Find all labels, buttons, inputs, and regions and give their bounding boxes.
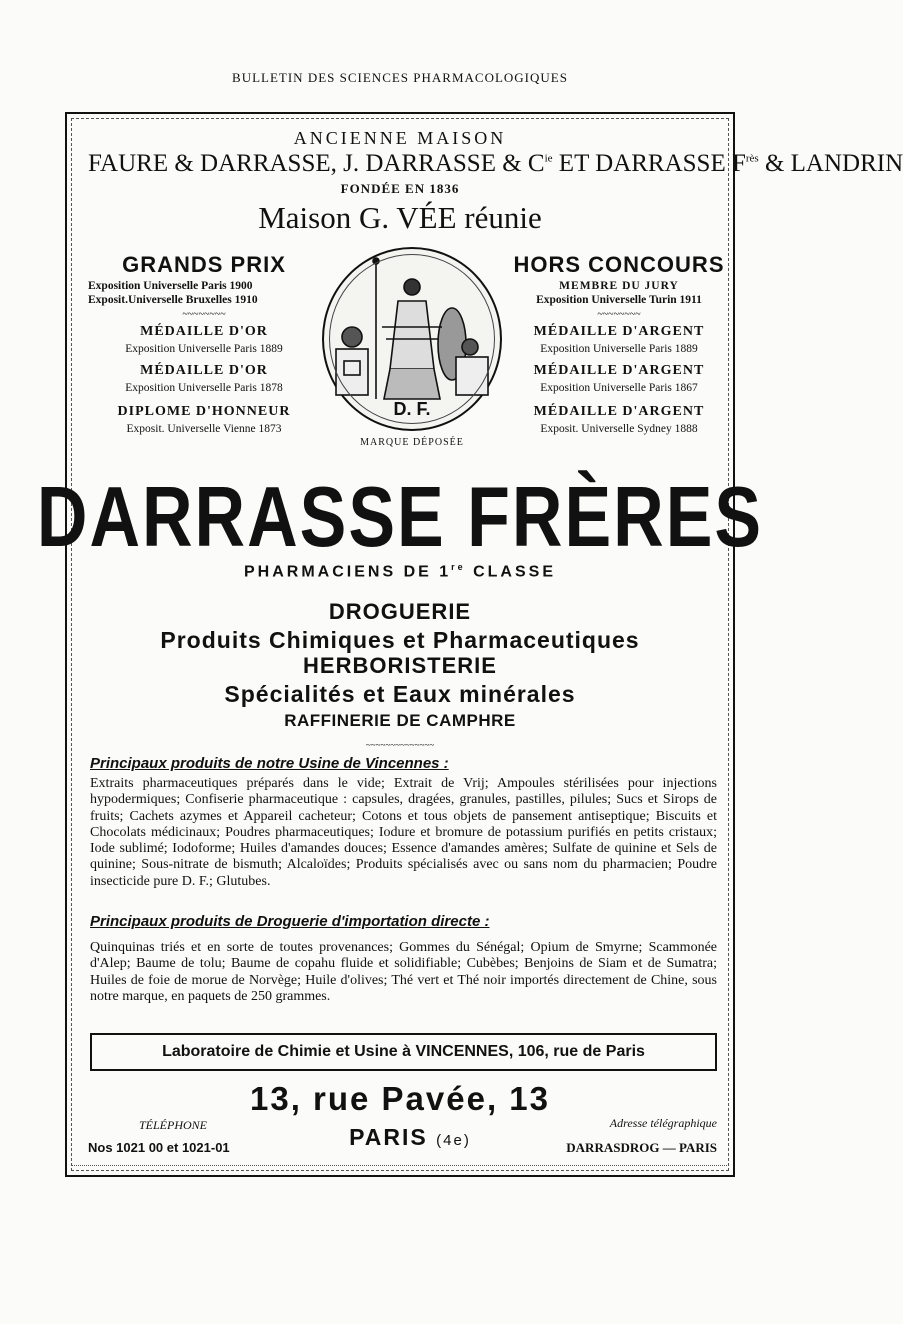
right-award-3-name: MÉDAILLE D'ARGENT bbox=[533, 404, 705, 419]
telephone-label: TÉLÉPHONE bbox=[138, 1118, 207, 1132]
right-line-1: MEMBRE DU JURY bbox=[559, 280, 679, 292]
firms-part-3: & LANDRIN bbox=[758, 150, 903, 177]
herboristerie-heading: HERBORISTERIE bbox=[303, 653, 497, 678]
founded-line: FONDÉE EN 1836 bbox=[340, 181, 460, 196]
raffinerie-heading: RAFFINERIE DE CAMPHRE bbox=[284, 711, 516, 730]
city-name: PARIS bbox=[349, 1124, 437, 1150]
right-award-1-name: MÉDAILLE D'ARGENT bbox=[533, 324, 705, 339]
right-award-2-detail: Exposition Universelle Paris 1867 bbox=[540, 382, 698, 394]
city-arrondissement: (4e) bbox=[436, 1132, 471, 1149]
left-award-1-name: MÉDAILLE D'OR bbox=[140, 324, 268, 339]
left-award-2-name: MÉDAILLE D'OR bbox=[140, 363, 268, 378]
ornament-wave: ~~~~~~~~~~~~~~ bbox=[365, 740, 435, 750]
company-name: DARRASSE FRÈRES bbox=[36, 469, 764, 565]
grands-prix-title: GRANDS PRIX bbox=[122, 252, 286, 277]
maison-vee-title: Maison G. VÉE réunie bbox=[258, 200, 542, 235]
produits-heading: Produits Chimiques et Pharmaceutiques bbox=[160, 627, 640, 653]
pharmaciens-line bbox=[0, 562, 800, 581]
droguerie-heading: DROGUERIE bbox=[328, 599, 472, 624]
trademark-label: MARQUE DÉPOSÉE bbox=[360, 437, 464, 448]
left-award-1-detail: Exposition Universelle Paris 1889 bbox=[125, 343, 283, 355]
right-line-2: Exposition Universelle Turin 1911 bbox=[536, 294, 702, 306]
section-2-title: Principaux produits de Droguerie d'importation directe : bbox=[90, 913, 490, 930]
pharmaciens-text: PHARMACIENS DE 1 bbox=[244, 563, 452, 581]
left-award-2-detail: Exposition Universelle Paris 1878 bbox=[125, 382, 283, 394]
left-line-1: Exposition Universelle Paris 1900 bbox=[88, 280, 253, 292]
section-1-title: Principaux produits de notre Usine de Vincennes : bbox=[90, 755, 449, 772]
specialites-heading: Spécialités et Eaux minérales bbox=[224, 681, 576, 707]
firms-sup-2: rès bbox=[745, 152, 759, 165]
section-1-text: Extraits pharmaceutiques préparés dans le vide; Extrait de Vrij; Ampoules stérilisées pour injections hypodermiques; Confiserie pharmaceutique : capsules, dragées, granules, pastilles, pilules; Sucs et Sirops de fruits; Cachets azymes et Appareil cacheteur; Cotons et tous objets de pansement antiseptique; Biscuits et Chocolats médicinaux; Poudres pharmaceutiques; Iodure et bromure de potassium purifiés en petits cristaux; Iode sublimé; Iodoforme; Huiles d'amandes douces; Essence d'amandes amères; Sulfate de quinine et Sels de quinine; Sous-nitrate de bismuth; Alcaloïdes; Produits spécialisés avec ou sans nom du pharmacien; Poudre insecticide pure D. F.; Glutubes. bbox=[90, 776, 717, 889]
section-2-text: Quinquinas triés et en sorte de toutes provenances; Gommes du Sénégal; Opium de Smyrne; Scammonée d'Alep; Baume de tolu; Baume de copahu fluide et solidifiable; Cubèbes; Benjoins de Siam et de Sumatra; Huiles de foie de morue de Norvège; Huile d'olives; Thé vert et Thé noir importés directement de Chine, sous notre marque, en paquets de 250 grammes. bbox=[90, 940, 717, 1004]
left-award-3-name: DIPLOME D'HONNEUR bbox=[117, 404, 291, 419]
city-line bbox=[320, 1124, 500, 1151]
telegraph-label: Adresse télégraphique bbox=[609, 1116, 717, 1130]
firms-part-2: ET DARRASSE F bbox=[552, 150, 746, 177]
left-line-2: Exposit.Universelle Bruxelles 1910 bbox=[88, 294, 258, 306]
laboratoire-box: Laboratoire de Chimie et Usine à VINCENNES, 106, rue de Paris bbox=[90, 1033, 717, 1071]
telephone-numbers: Nos 1021 00 et 1021-01 bbox=[88, 1140, 230, 1155]
ancienne-maison: ANCIENNE MAISON bbox=[293, 128, 507, 148]
right-separator: ~~~~~~~~ bbox=[597, 309, 641, 320]
right-award-1-detail: Exposition Universelle Paris 1889 bbox=[540, 343, 698, 355]
hors-concours-title: HORS CONCOURS bbox=[513, 252, 725, 277]
medallion-inner-ring bbox=[329, 254, 495, 424]
running-head: BULLETIN DES SCIENCES PHARMACOLOGIQUES bbox=[232, 70, 568, 85]
firms-part-1: FAURE & DARRASSE, J. DARRASSE & C bbox=[88, 150, 545, 177]
right-award-3-detail: Exposit. Universelle Sydney 1888 bbox=[540, 423, 698, 435]
left-award-3-detail: Exposit. Universelle Vienne 1873 bbox=[126, 423, 282, 435]
left-separator: ~~~~~~~~ bbox=[182, 309, 226, 320]
emblem-initials: D. F. bbox=[393, 399, 431, 419]
firms-sup-1: ie bbox=[544, 152, 553, 165]
right-award-2-name: MÉDAILLE D'ARGENT bbox=[533, 363, 705, 378]
predecessor-firms bbox=[88, 150, 903, 178]
bottom-dotted-rule bbox=[71, 1165, 729, 1166]
telegraph-address: DARRASDROG — PARIS bbox=[566, 1140, 717, 1155]
pharmaciens-sup: re bbox=[451, 562, 466, 572]
street-address: 13, rue Pavée, 13 bbox=[249, 1080, 551, 1117]
pharmaciens-tail: CLASSE bbox=[465, 563, 556, 581]
